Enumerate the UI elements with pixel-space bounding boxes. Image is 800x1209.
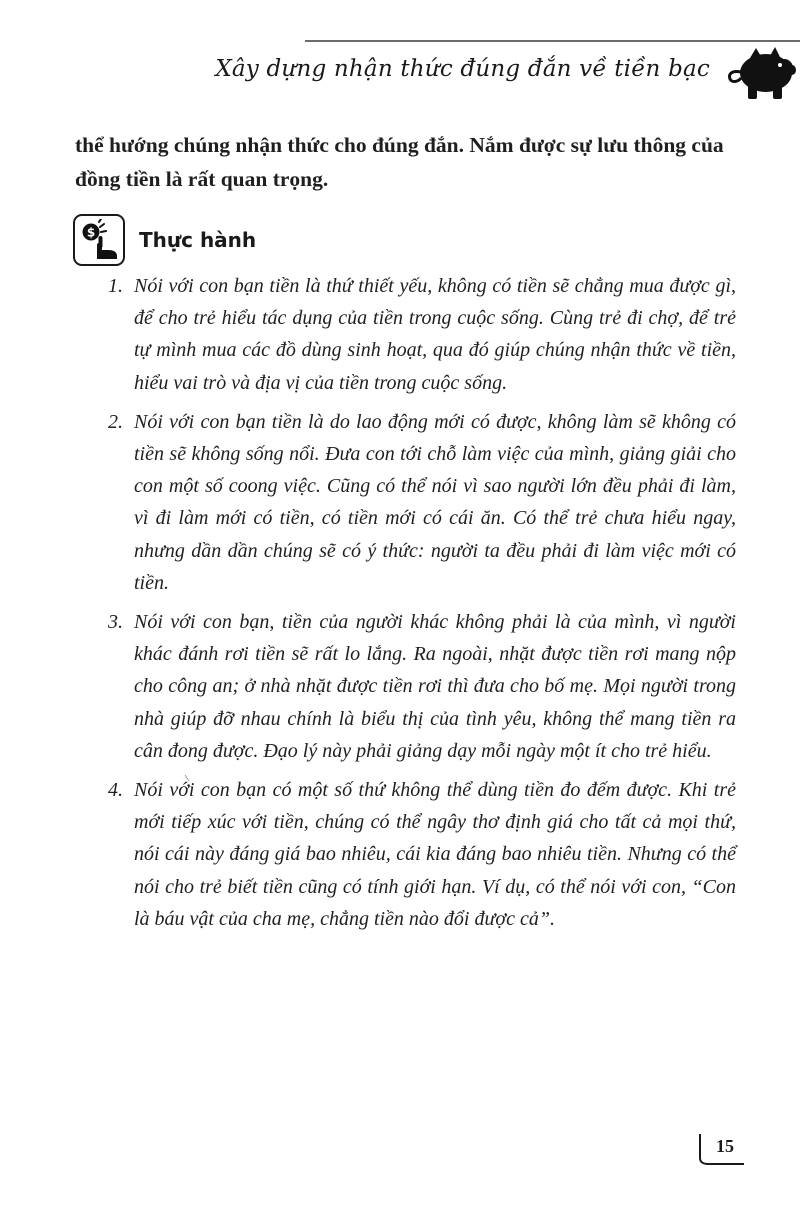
list-item: [108, 606, 736, 767]
running-header: [0, 0, 800, 118]
item-number: 2.: [108, 410, 123, 433]
item-text: Nói với con bạn có một số thứ không thể dùng tiền đo đếm được. Khi trẻ mới tiếp xúc với tiền, chúng có thể ngây thơ định giá cho tất cả mọi thứ, nói cái này đáng giá bao nhiêu, cái kia đáng bao nhiêu tiền. Nhưng có thể nói cho trẻ biết tiền cũng có tính giới hạn. Ví dụ, có thể nói với con, “Con là báu vật của cha mẹ, chẳng tiền nào đổi được cả”.: [134, 779, 736, 930]
list-item: [108, 774, 736, 935]
item-number: 4.: [108, 779, 123, 802]
page-number: 15: [716, 1136, 734, 1156]
hand-coin-icon: [73, 214, 125, 266]
header-title: Xây dựng nhận thức đúng đắn về tiền bạc: [215, 56, 710, 82]
list-item: [108, 406, 736, 599]
practice-title: Thực hành: [139, 228, 257, 252]
piggy-bank-icon: [726, 46, 796, 102]
item-text: Nói với con bạn tiền là thứ thiết yếu, không có tiền sẽ chẳng mua được gì, để cho trẻ hiểu tác dụng của tiền trong cuộc sống. Cùng trẻ đi chợ, để trẻ tự mình mua các đồ dùng sinh hoạt, qua đó giúp chúng nhận thức về tiền, hiểu vai trò và địa vị của tiền trong cuộc sống.: [134, 275, 736, 394]
page-number-box: [696, 1130, 746, 1166]
practice-heading: [73, 214, 256, 266]
scan-mark: [184, 774, 190, 782]
list-item: [108, 270, 736, 399]
intro-paragraph: thể hướng chúng nhận thức cho đúng đắn. Nắm được sự lưu thông của đồng tiền là rất quan trọng.: [75, 133, 724, 191]
practice-list: [108, 270, 736, 942]
item-text: Nói với con bạn tiền là do lao động mới có được, không làm sẽ không có tiền sẽ không sống nổi. Đưa con tới chỗ làm việc của mình, giảng giải cho con một số coong việc. Cũng có thể nói vì sao người lớn đều phải đi làm, vì đi làm mới có tiền, có tiền mới có cái ăn. Có thể trẻ chưa hiểu ngay, nhưng dần dần chúng sẽ có ý thức: người ta đều phải đi làm việc mới có tiền.: [134, 410, 736, 594]
item-number: 3.: [108, 611, 123, 634]
header-rule: [305, 40, 800, 42]
item-number: 1.: [108, 275, 123, 297]
item-text: Nói với con bạn, tiền của người khác không phải là của mình, vì người khác đánh rơi tiền sẽ rất lo lắng. Ra ngoài, nhặt được tiền rơi mang nộp cho công an; ở nhà nhặt được tiền rơi thì đưa cho bố mẹ. Mọi người trong nhà giúp đỡ nhau chính là biểu thị của tình yêu, không thể mang tiền ra cân đong được. Đạo lý này phải giảng dạy mỗi ngày một ít cho trẻ hiểu.: [134, 611, 736, 762]
svg-text:$: $: [86, 225, 96, 240]
